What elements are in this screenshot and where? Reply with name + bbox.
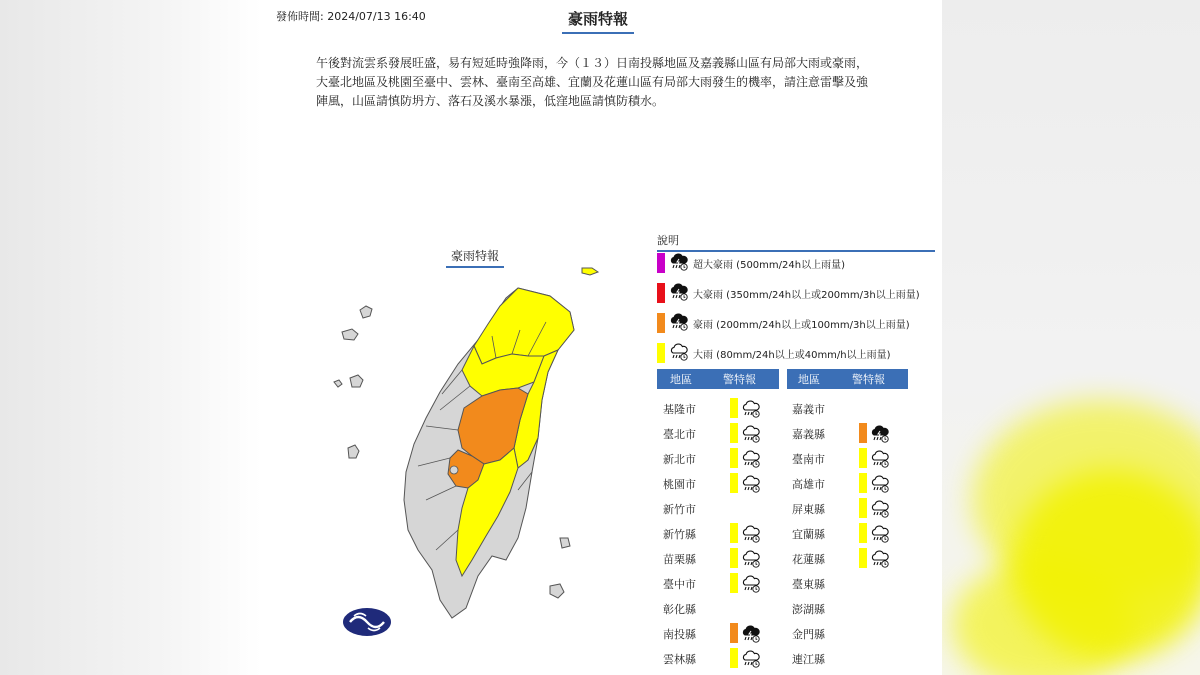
region-name: 金門縣 <box>792 628 825 641</box>
table-row <box>792 396 922 421</box>
region-name: 花蓮縣 <box>792 553 825 566</box>
penghu-island <box>350 375 363 387</box>
legend-item <box>657 252 845 274</box>
penghu-island <box>348 445 359 458</box>
rain-cloud-icon <box>741 524 761 547</box>
region-name: 新竹縣 <box>663 528 696 541</box>
rain-cloud-icon <box>741 449 761 472</box>
warning-level-bar <box>859 548 867 568</box>
thunder-rain-icon <box>669 282 693 305</box>
region-name: 臺東縣 <box>792 578 825 591</box>
warning-level-bar <box>730 473 738 493</box>
thunder-rain-icon <box>741 624 761 647</box>
description-line: 大臺北地區及桃園至臺中、雲林、臺南至高雄、宜蘭及花蓮山區有局部大雨發生的機率，請注意雷擊及強 <box>316 75 869 89</box>
table-header-right <box>787 369 908 389</box>
region-name: 臺北市 <box>663 428 696 441</box>
rain-cloud-icon <box>870 549 890 572</box>
region-name: 桃園市 <box>663 478 696 491</box>
legend-label: 超大豪雨 (500mm/24h以上雨量) <box>693 259 845 271</box>
legend-label: 豪雨 (200mm/24h以上或100mm/3h以上雨量) <box>693 319 910 331</box>
table-row <box>792 446 922 471</box>
taiwan-warning-map <box>322 260 622 640</box>
table-row <box>792 496 922 521</box>
rain-cloud-icon <box>669 342 693 365</box>
table-row <box>663 621 793 646</box>
legend-heading: 說明 <box>657 232 935 252</box>
pengjia-islet <box>582 268 598 275</box>
column-warning: 警特報 <box>723 373 756 386</box>
heavy-rain-north <box>474 288 574 364</box>
legend-label: 大豪雨 (350mm/24h以上或200mm/3h以上雨量) <box>693 289 920 301</box>
region-name: 臺中市 <box>663 578 696 591</box>
rain-cloud-icon <box>870 449 890 472</box>
warning-level-bar <box>859 473 867 493</box>
warning-level-bar <box>859 498 867 518</box>
legend-item <box>657 312 910 334</box>
region-name: 基隆市 <box>663 403 696 416</box>
table-header-left <box>657 369 779 389</box>
legend-swatch <box>657 313 665 333</box>
thunder-rain-icon <box>669 312 693 335</box>
rain-cloud-icon <box>741 474 761 497</box>
table-row <box>792 646 922 671</box>
region-name: 苗栗縣 <box>663 553 696 566</box>
rain-cloud-icon <box>741 424 761 447</box>
description-line: 陣風，山區請慎防坍方、落石及溪水暴漲，低窪地區請慎防積水。 <box>316 94 665 108</box>
legend-swatch <box>657 253 665 273</box>
region-name: 新北市 <box>663 453 696 466</box>
warning-level-bar <box>730 448 738 468</box>
table-row <box>663 596 793 621</box>
rain-cloud-icon <box>741 549 761 572</box>
cwa-logo <box>343 608 391 636</box>
rain-cloud-icon <box>870 499 890 522</box>
region-name: 澎湖縣 <box>792 603 825 616</box>
table-row <box>792 421 922 446</box>
column-region: 地區 <box>670 373 692 386</box>
table-row <box>663 421 793 446</box>
region-name: 嘉義市 <box>792 403 825 416</box>
column-warning: 警特報 <box>852 373 885 386</box>
warning-level-bar <box>730 573 738 593</box>
region-name: 南投縣 <box>663 628 696 641</box>
warning-level-bar <box>730 423 738 443</box>
warning-level-bar <box>730 648 738 668</box>
map-title: 豪雨特報 <box>446 247 504 268</box>
description-line: 午後對流雲系發展旺盛，易有短延時強降雨，今（１３）日南投縣地區及嘉義縣山區有局部大雨或豪雨， <box>316 56 869 70</box>
table-row <box>792 596 922 621</box>
rain-cloud-icon <box>741 649 761 672</box>
legend-label: 大雨 (80mm/24h以上或40mm/h以上雨量) <box>693 349 891 361</box>
table-row <box>663 571 793 596</box>
legend-item <box>657 282 920 304</box>
table-row <box>663 471 793 496</box>
warning-level-bar <box>859 448 867 468</box>
thunder-rain-icon <box>870 424 890 447</box>
table-row <box>663 521 793 546</box>
warning-level-bar <box>859 523 867 543</box>
thunder-rain-icon <box>669 252 693 275</box>
warning-description <box>316 54 906 111</box>
warning-level-bar <box>730 398 738 418</box>
region-name: 宜蘭縣 <box>792 528 825 541</box>
table-row <box>663 496 793 521</box>
legend-swatch <box>657 283 665 303</box>
column-region: 地區 <box>798 373 820 386</box>
kinmen-island <box>342 329 358 340</box>
table-row <box>792 521 922 546</box>
region-name: 新竹市 <box>663 503 696 516</box>
warning-bulletin <box>262 0 942 675</box>
rain-cloud-icon <box>870 474 890 497</box>
region-name: 臺南市 <box>792 453 825 466</box>
table-row <box>792 471 922 496</box>
page-title: 豪雨特報 <box>562 8 634 34</box>
table-row <box>792 621 922 646</box>
warning-level-bar <box>730 548 738 568</box>
legend-swatch <box>657 343 665 363</box>
table-row <box>663 546 793 571</box>
legend-item <box>657 342 891 364</box>
table-row <box>663 646 793 671</box>
region-name: 屏東縣 <box>792 503 825 516</box>
matsu-island <box>360 306 372 318</box>
rain-cloud-icon <box>870 524 890 547</box>
right-background <box>942 0 1200 675</box>
left-background <box>0 0 262 675</box>
rain-cloud-icon <box>741 574 761 597</box>
warning-level-bar <box>859 423 867 443</box>
table-row <box>663 396 793 421</box>
warning-level-bar <box>730 523 738 543</box>
region-name: 嘉義縣 <box>792 428 825 441</box>
green-island <box>560 538 570 548</box>
region-name: 雲林縣 <box>663 653 696 666</box>
issue-time: 發佈時間: 2024/07/13 16:40 <box>276 10 426 23</box>
penghu-island <box>334 380 342 387</box>
rain-cloud-icon <box>741 399 761 422</box>
table-row <box>663 446 793 471</box>
region-name: 彰化縣 <box>663 603 696 616</box>
table-row <box>792 546 922 571</box>
warning-level-bar <box>730 623 738 643</box>
region-name: 高雄市 <box>792 478 825 491</box>
region-name: 連江縣 <box>792 653 825 666</box>
orchid-island <box>550 584 564 598</box>
table-row <box>792 571 922 596</box>
